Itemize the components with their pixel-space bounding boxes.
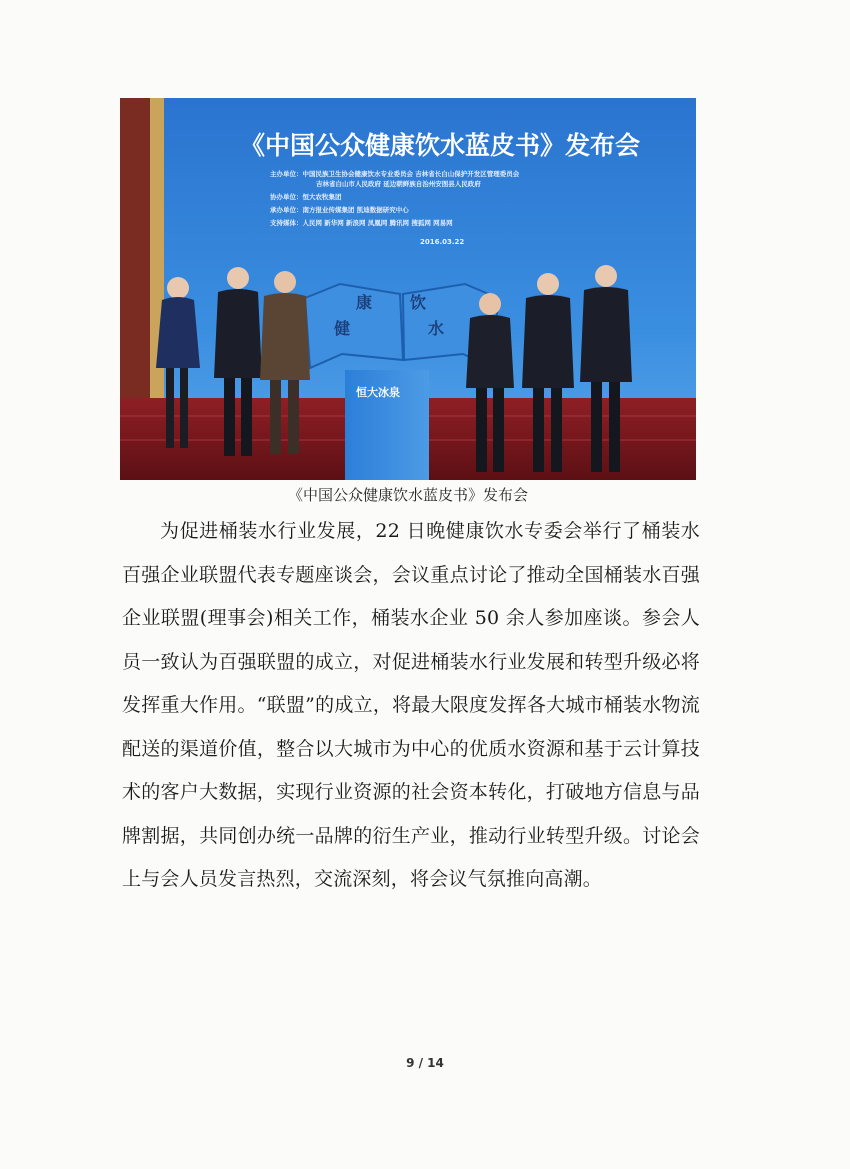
paragraph: 为促进桶装水行业发展，22 日晚健康饮水专委会举行了桶装水百强企业联盟代表专题座谈会，会议重点讨论了推动全国桶装水百强企业联盟(理事会)相关工作，桶装水企业 50 余人参加座谈。参会人员一致认为百强联盟的成立，对促进桶装水行业发展和转型升级必将发挥重大作用。“联盟”的成立，将最大限度发挥各大城市桶装水物流配送的渠道价值，整合以大城市为中心的优质水资源和基于云计算技术的客户大数据，实现行业资源的社会资本转化，打破地方信息与品牌割据，共同创办统一品牌的衍生产业，推动行业转型升级。讨论会上与会人员发言热烈，交流深刻，将会议气氛推向高潮。 [122,520,700,890]
banner-line: 协办单位：恒大农牧集团 [270,193,342,201]
svg-text:饮: 饮 [410,293,427,312]
event-photo [120,98,696,480]
banner-date: 2016.03.22 [420,238,465,246]
banner-line: 支持媒体：人民网 新华网 新浪网 凤凰网 腾讯网 搜狐网 网易网 [270,219,453,227]
banner-title: 《中国公众健康饮水蓝皮书》发布会 [239,131,641,160]
podium-brand: 恒大冰泉 [356,386,400,399]
photo-caption: 《中国公众健康饮水蓝皮书》发布会 [287,486,528,504]
page-number: 9 / 14 [406,1056,444,1070]
svg-text:康: 康 [356,293,373,312]
banner-line: 主办单位：中国民族卫生协会健康饮水专业委员会 吉林省长白山保护开发区管理委员会 [270,170,520,178]
banner-line: 承办单位：南方报业传媒集团 凯迪数据研究中心 [270,206,409,214]
svg-text:健: 健 [334,319,351,338]
svg-text:水: 水 [428,319,445,338]
banner-line: 吉林省白山市人民政府 延边朝鲜族自治州安图县人民政府 [316,180,481,188]
body-text [122,510,700,902]
